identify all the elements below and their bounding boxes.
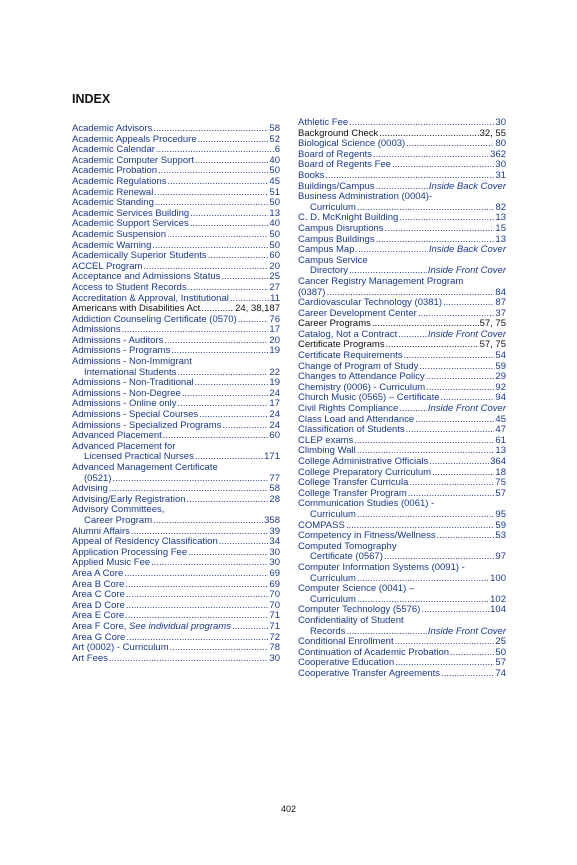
index-entry-text: Computer Technology (5576) (298, 604, 421, 616)
index-entry-page: 171 (264, 451, 280, 463)
index-entry-page: 57, 75 (479, 339, 506, 351)
index-entry-text: Area B Core (72, 578, 125, 590)
index-entry-page: 32, 55 (479, 127, 506, 139)
dot-leader (124, 569, 268, 580)
index-entry-text: Academic Renewal (72, 186, 154, 198)
page-number: 402 (280, 804, 297, 814)
dot-leader (399, 213, 494, 224)
index-entry-page: 78 (269, 642, 280, 654)
index-entry-page: 29 (495, 371, 506, 383)
dot-leader (125, 580, 268, 591)
index-entry-text: Area C Core (72, 589, 125, 601)
dot-leader (208, 251, 269, 262)
index-entry[interactable] (298, 669, 506, 680)
index-entry-page: 50 (269, 197, 280, 209)
index-entry-text: Cooperative Transfer Agreements (298, 667, 441, 679)
index-entry-page: 95 (495, 508, 506, 520)
index-entry-page: 17 (269, 324, 280, 336)
index-entry-page: Inside Front Cover (427, 265, 506, 277)
index-entry-text: Access to Student Records (72, 281, 187, 293)
index-entry-line (298, 457, 506, 468)
index-entry-text: (0387) (298, 286, 326, 298)
index-entry-text: Admissions - Non-Immigrant (72, 356, 192, 368)
dot-leader (232, 622, 268, 633)
index-entry[interactable] (72, 463, 280, 484)
dot-leader (415, 415, 494, 426)
dot-leader (349, 118, 494, 129)
index-entry-page: 52 (269, 133, 280, 145)
dot-leader (198, 135, 269, 146)
dot-leader (170, 643, 269, 654)
dot-leader (126, 601, 269, 612)
index-entry-text: Art (0002) - Curriculum (72, 642, 169, 654)
index-entry-page: 57 (495, 657, 506, 669)
index-entry-page: 100 (490, 572, 506, 584)
index-entry-page: 30 (269, 557, 280, 569)
index-entry-line (298, 669, 506, 680)
index-entry-text: (0521) (84, 472, 112, 484)
index-entry-page: 22 (269, 366, 280, 378)
dot-leader (398, 330, 427, 341)
index-entry-page: 58 (269, 123, 280, 134)
index-entry-page: 358 (264, 514, 280, 526)
index-entry-text: Academic Standing (72, 197, 154, 209)
dot-leader (164, 336, 268, 347)
index-entry-page: 53 (495, 530, 506, 542)
dot-leader (188, 548, 268, 559)
index-entry-text: Certificate Requirements (298, 350, 403, 362)
index-entry-text: Curriculum (310, 593, 356, 605)
index-entry-page: 20 (269, 334, 280, 346)
index-entry-page: 102 (490, 593, 506, 605)
index-entry[interactable] (298, 192, 506, 213)
index-entry-text: Admissions - Auditors (72, 334, 164, 346)
index-entry[interactable] (72, 230, 280, 241)
dot-leader (409, 478, 494, 489)
index-entry-text: Academic Support Services (72, 218, 189, 230)
index-entry-text: Acceptance and Admissions Status (72, 271, 221, 283)
dot-leader (195, 156, 268, 167)
index-entry-text: International Students (84, 366, 177, 378)
dot-leader (154, 188, 268, 199)
index-entry-text: Admissions - Non-Traditional (72, 377, 194, 389)
index-entry-text: Cancer Registry Management Program (298, 275, 464, 287)
index-entry-line (72, 124, 280, 135)
index-entry-text: Advanced Placement for (72, 440, 176, 452)
index-entry-page: 97 (495, 551, 506, 563)
index-entry-page: Inside Front Cover (427, 403, 506, 415)
index-entry[interactable] (72, 505, 280, 526)
index-entry-page: 80 (495, 138, 506, 150)
index-entry-line (72, 622, 280, 633)
index-entry-text: Catalog, Not a Contract (298, 328, 398, 340)
dot-leader (126, 590, 269, 601)
index-entry-page: 364 (490, 456, 506, 467)
index-entry-line (72, 283, 280, 294)
index-entry-text: COMPASS (298, 519, 345, 531)
index-entry-text: Academic Warning (72, 239, 152, 251)
dot-leader (392, 160, 494, 171)
index-entry-page: 24, 38,187 (235, 303, 280, 315)
index-entry-line (298, 118, 506, 129)
dot-leader (441, 669, 494, 680)
index-entry-text: Academic Advisors (72, 123, 153, 134)
dot-leader (450, 648, 494, 659)
index-entry-text: Applied Music Fee (72, 557, 151, 569)
dot-leader (190, 219, 269, 230)
index-entry-text: Campus Map (298, 244, 355, 256)
index-entry[interactable] (72, 569, 280, 580)
index-entry-text: Cardiovascular Technology (0381) (298, 297, 442, 309)
index-entry-text: Communication Studies (0061) - (298, 498, 435, 510)
index-entry-text: Continuation of Academic Probation (298, 646, 450, 658)
index-entry[interactable] (298, 256, 506, 277)
index-entry-page: 25 (269, 271, 280, 283)
index-entry-text: Academic Appeals Procedure (72, 133, 197, 145)
index-entry-page: 45 (495, 413, 506, 425)
index-entry-page: 104 (490, 604, 506, 616)
index-entry-page: 40 (269, 154, 280, 166)
index-entry-page: 30 (495, 159, 506, 171)
index-entry-page: 19 (269, 377, 280, 389)
index-entry-page: 59 (495, 519, 506, 531)
dot-leader (432, 468, 494, 479)
index-entry[interactable] (298, 118, 506, 129)
index-entry-page: 92 (495, 381, 506, 393)
index-entry-page: 57, 75 (479, 318, 506, 330)
index-entry-text: Academic Probation (72, 165, 158, 177)
dot-leader (419, 362, 494, 373)
index-entry-text: Appeal of Residency Classification (72, 536, 218, 548)
index-entry-text: Curriculum (310, 572, 356, 584)
dot-leader (151, 558, 268, 569)
index-entry-page: 76 (269, 313, 280, 325)
index-entry-text: Alumni Affairs (72, 525, 130, 537)
index-entry-text: Computed Tomography (298, 540, 397, 552)
index-entry-page: 18 (495, 466, 506, 478)
index-entry-text: Campus Disruptions (298, 222, 384, 234)
dot-leader (354, 436, 494, 447)
index-entry-page: 45 (269, 175, 280, 187)
index-entry-page: 34 (269, 536, 280, 548)
index-entry-text: Area G Core (72, 631, 126, 643)
dot-leader (406, 139, 494, 150)
dot-leader (429, 457, 489, 468)
dot-leader (153, 516, 263, 527)
index-entry[interactable] (298, 171, 506, 182)
index-entry-line (72, 463, 280, 474)
index-entry-page: 50 (495, 646, 506, 658)
dot-leader (443, 298, 494, 309)
index-entry-page: 58 (269, 483, 280, 495)
index-entry-text: Biological Science (0003) (298, 138, 406, 150)
index-entry-page: 71 (269, 610, 280, 622)
index-entry-page: 6 (274, 144, 280, 156)
dot-leader (195, 378, 269, 389)
index-entry-page: Inside Front Cover (427, 328, 506, 340)
index-entry-page: 24 (269, 387, 280, 399)
index-entry-page: 24 (269, 419, 280, 431)
index-entry-page: 13 (495, 212, 506, 224)
index-entry-page: 37 (495, 307, 506, 319)
index-entry-page: 69 (269, 567, 280, 579)
index-entry-page: 69 (269, 578, 280, 590)
index-entry-text: Academically Superior Students (72, 250, 207, 262)
index-entry-text: Church Music (0565) – Certificate (298, 392, 440, 404)
index-column-left (72, 124, 280, 664)
index-entry-text: Career Programs (298, 318, 371, 330)
index-entry-text: Athletic Fee (298, 117, 349, 128)
index-entry-page: 25 (495, 636, 506, 648)
index-entry[interactable] (72, 357, 280, 378)
index-entry-text: Career Program (84, 514, 153, 526)
index-entry-page: 17 (269, 398, 280, 410)
index-entry-text: Admissions - Non-Degree (72, 387, 181, 399)
index-entry-page: 40 (269, 218, 280, 230)
index-entry-text: Curriculum (310, 201, 356, 213)
index-entry-text: C. D. McKnight Building (298, 212, 399, 224)
dot-leader (112, 474, 268, 485)
index-entry-page: 362 (490, 148, 506, 160)
index-entry-text: Advanced Placement (72, 430, 162, 442)
index-entry-page: 50 (269, 165, 280, 177)
index-entry-text: Addiction Counseling Certificate (0570) (72, 313, 237, 325)
index-entry-line (298, 224, 506, 235)
index-entry-line (298, 616, 506, 627)
index-entry-text: Admissions - Programs (72, 345, 171, 357)
index-entry-text: Certificate Programs (298, 339, 385, 351)
index-entry-text: Classification of Students (298, 424, 405, 436)
index-entry[interactable] (298, 499, 506, 520)
index-entry[interactable] (298, 542, 506, 563)
dot-leader (357, 510, 494, 521)
index-entry-line (72, 569, 280, 580)
index-entry-page: 60 (269, 430, 280, 442)
index-entry-text: Art Fees (72, 652, 108, 664)
index-entry-page: 74 (495, 667, 506, 679)
index-entry-page: 47 (495, 424, 506, 436)
index-entry-page: 19 (269, 345, 280, 357)
index-entry-text: Advising/Early Registration (72, 493, 186, 505)
index-entry-text: Advising (72, 483, 108, 495)
index-entry-text: Area F Core, See individual programs (72, 620, 231, 632)
index-entry[interactable] (72, 283, 280, 294)
dot-leader (188, 283, 269, 294)
index-entry-page: 50 (269, 228, 280, 240)
index-entry-text: College Transfer Program (298, 487, 407, 499)
dot-leader (167, 230, 268, 241)
index-entry-text: Admissions - Specialized Programs (72, 419, 222, 431)
index-entry-text: Background Check (298, 127, 379, 139)
index-entry-text: Climbing Wall (298, 445, 356, 457)
index-entry-text: Business Administration (0004)- (298, 191, 433, 203)
index-entry[interactable] (72, 622, 280, 633)
dot-leader (168, 177, 269, 188)
index-entry-text: College Transfer Curricula (298, 477, 409, 489)
index-entry-page: 28 (269, 493, 280, 505)
dot-leader (158, 166, 268, 177)
index-entry-line (72, 516, 280, 527)
index-entry-page: 77 (269, 472, 280, 484)
index-entry[interactable] (72, 124, 280, 135)
index-entry-page: 70 (269, 599, 280, 611)
index-entry-text: Books (298, 169, 325, 181)
index-entry-page: 75 (495, 477, 506, 489)
index-entry-page: 60 (269, 250, 280, 262)
index-entry-text: Chemistry (0006) - Curriculum (298, 381, 426, 393)
index-title: INDEX (72, 92, 111, 106)
index-entry-text: Civil Rights Compliance (298, 403, 399, 415)
index-entry[interactable] (298, 457, 506, 468)
index-entry[interactable] (298, 160, 506, 171)
index-entry-page: 87 (495, 297, 506, 309)
index-entry-line (72, 230, 280, 241)
index-entry-text: Computer Information Systems (0091) - (298, 561, 465, 573)
index-entry-text: Directory (310, 265, 349, 277)
index-entry-page: 54 (495, 350, 506, 362)
index-entry-text: Campus Buildings (298, 233, 375, 245)
dot-leader (426, 372, 495, 383)
index-entry-page: 13 (495, 445, 506, 457)
index-entry-text: Changes to Attendance Policy (298, 371, 425, 383)
dot-leader (187, 495, 269, 506)
index-entry[interactable] (298, 584, 506, 605)
index-entry-page: 72 (269, 631, 280, 643)
index-entry-text: Advisory Committees, (72, 504, 165, 516)
index-entry-page: 30 (495, 117, 506, 128)
index-entry-page: 71 (269, 620, 280, 632)
index-entry-text: Admissions - Special Courses (72, 409, 199, 421)
index-entry-text: Campus Service (298, 254, 368, 266)
index-entry-page: Inside Back Cover (428, 244, 506, 256)
index-entry-text: Area D Core (72, 599, 125, 611)
index-entry-page: 50 (269, 239, 280, 251)
index-entry-text: Area E Core (72, 610, 125, 622)
index-entry[interactable] (72, 177, 280, 188)
index-entry-text: College Administrative Officials (298, 456, 429, 467)
index-entry-text: Board of Regents (298, 148, 372, 160)
index-entry-page: 84 (495, 286, 506, 298)
index-entry-line (298, 563, 506, 574)
index-entry-page: 70 (269, 589, 280, 601)
dot-leader (219, 537, 269, 548)
dot-leader (153, 124, 268, 135)
index-entry-line (72, 177, 280, 188)
index-column-right (298, 118, 506, 679)
index-entry-line (72, 654, 280, 665)
index-entry-text: Admissions (72, 324, 121, 336)
index-entry-page: 30 (269, 652, 280, 664)
index-entry-page: 82 (495, 201, 506, 213)
index-entry-page: 59 (495, 360, 506, 372)
index-entry-text: Accreditation & Approval, Institutional (72, 292, 229, 304)
index-entry-page: 30 (269, 546, 280, 558)
dot-leader (385, 224, 495, 235)
dot-leader (109, 654, 269, 665)
index-entry-text: Conditional Enrollment (298, 636, 394, 648)
index-entry-text: Academic Computer Support (72, 154, 194, 166)
index-entry-text: ACCEL Program (72, 260, 143, 272)
index-entry-text: Licensed Practical Nurses (84, 451, 194, 463)
index-entry[interactable] (298, 277, 506, 298)
dot-leader (222, 421, 268, 432)
index-entry-text: CLEP exams (298, 434, 354, 446)
index-entry-text: Academic Calendar (72, 144, 155, 156)
index-entry-text: Curriculum (310, 508, 356, 520)
index-entry-text: Application Processing Fee (72, 546, 188, 558)
index-entry-text: Academic Regulations (72, 175, 167, 187)
index-entry[interactable] (72, 442, 280, 463)
index-entry-page: 39 (269, 525, 280, 537)
dot-leader (325, 171, 494, 182)
index-entry-text: Buildings/Campus (298, 180, 375, 192)
index-entry-text: Board of Regents Fee (298, 159, 391, 171)
index-entry-page: 13 (269, 207, 280, 219)
index-entry-text: Class Load and Attendance (298, 413, 415, 425)
index-entry[interactable] (72, 654, 280, 665)
index-entry-text: Academic Services Building (72, 207, 190, 219)
index-entry-page: Inside Front Cover (427, 625, 506, 637)
index-entry-page: 51 (269, 186, 280, 198)
index-entry-line (298, 160, 506, 171)
dot-leader (190, 209, 268, 220)
index-entry-text: Cooperative Education (298, 657, 395, 669)
index-entry-text: College Preparatory Curriculum (298, 466, 432, 478)
index-entry-text: Americans with Disabilities Act (72, 303, 201, 315)
dot-leader (437, 531, 495, 542)
index-entry[interactable] (298, 563, 506, 584)
index-entry-line (298, 277, 506, 288)
index-entry-text: Change of Program of Study (298, 360, 419, 372)
index-entry-page: 20 (269, 260, 280, 272)
index-entry-line (298, 171, 506, 182)
index-entry-page: 31 (495, 169, 506, 181)
index-entry-text: Certificate (0567) (310, 551, 383, 563)
index-entry-page: 24 (269, 409, 280, 421)
index-entry[interactable] (298, 616, 506, 637)
index-entry-page: Inside Back Cover (428, 180, 506, 192)
index-entry-text: Academic Suspension (72, 228, 166, 240)
dot-leader (221, 272, 268, 283)
index-entry-page: 94 (495, 392, 506, 404)
dot-leader (182, 389, 269, 400)
index-entry-text: Area A Core (72, 567, 124, 579)
index-entry-line (298, 510, 506, 521)
index-entry-page: 57 (495, 487, 506, 499)
index-entry-text: Computer Science (0041) – (298, 583, 415, 595)
dot-leader (238, 315, 269, 326)
index-entry-text: Career Development Center (298, 307, 417, 319)
index-entry-text: Admissions - Online only (72, 398, 177, 410)
dot-leader (406, 425, 495, 436)
index-entry-text: Competency in Fitness/Wellness (298, 530, 436, 542)
index-entry-text: Confidentiality of Student (298, 614, 404, 626)
dot-leader (421, 605, 489, 616)
index-entry-text: Records (310, 625, 346, 637)
index-entry-page: 11 (270, 292, 280, 304)
dot-leader (163, 431, 269, 442)
index-entry-page: 15 (495, 222, 506, 234)
index-entry-text: Advanced Management Certificate (72, 462, 218, 473)
index-entry-page: 13 (495, 233, 506, 245)
index-entry[interactable] (298, 224, 506, 235)
index-entry-page: 27 (269, 281, 280, 293)
index-entry-page: 61 (495, 434, 506, 446)
